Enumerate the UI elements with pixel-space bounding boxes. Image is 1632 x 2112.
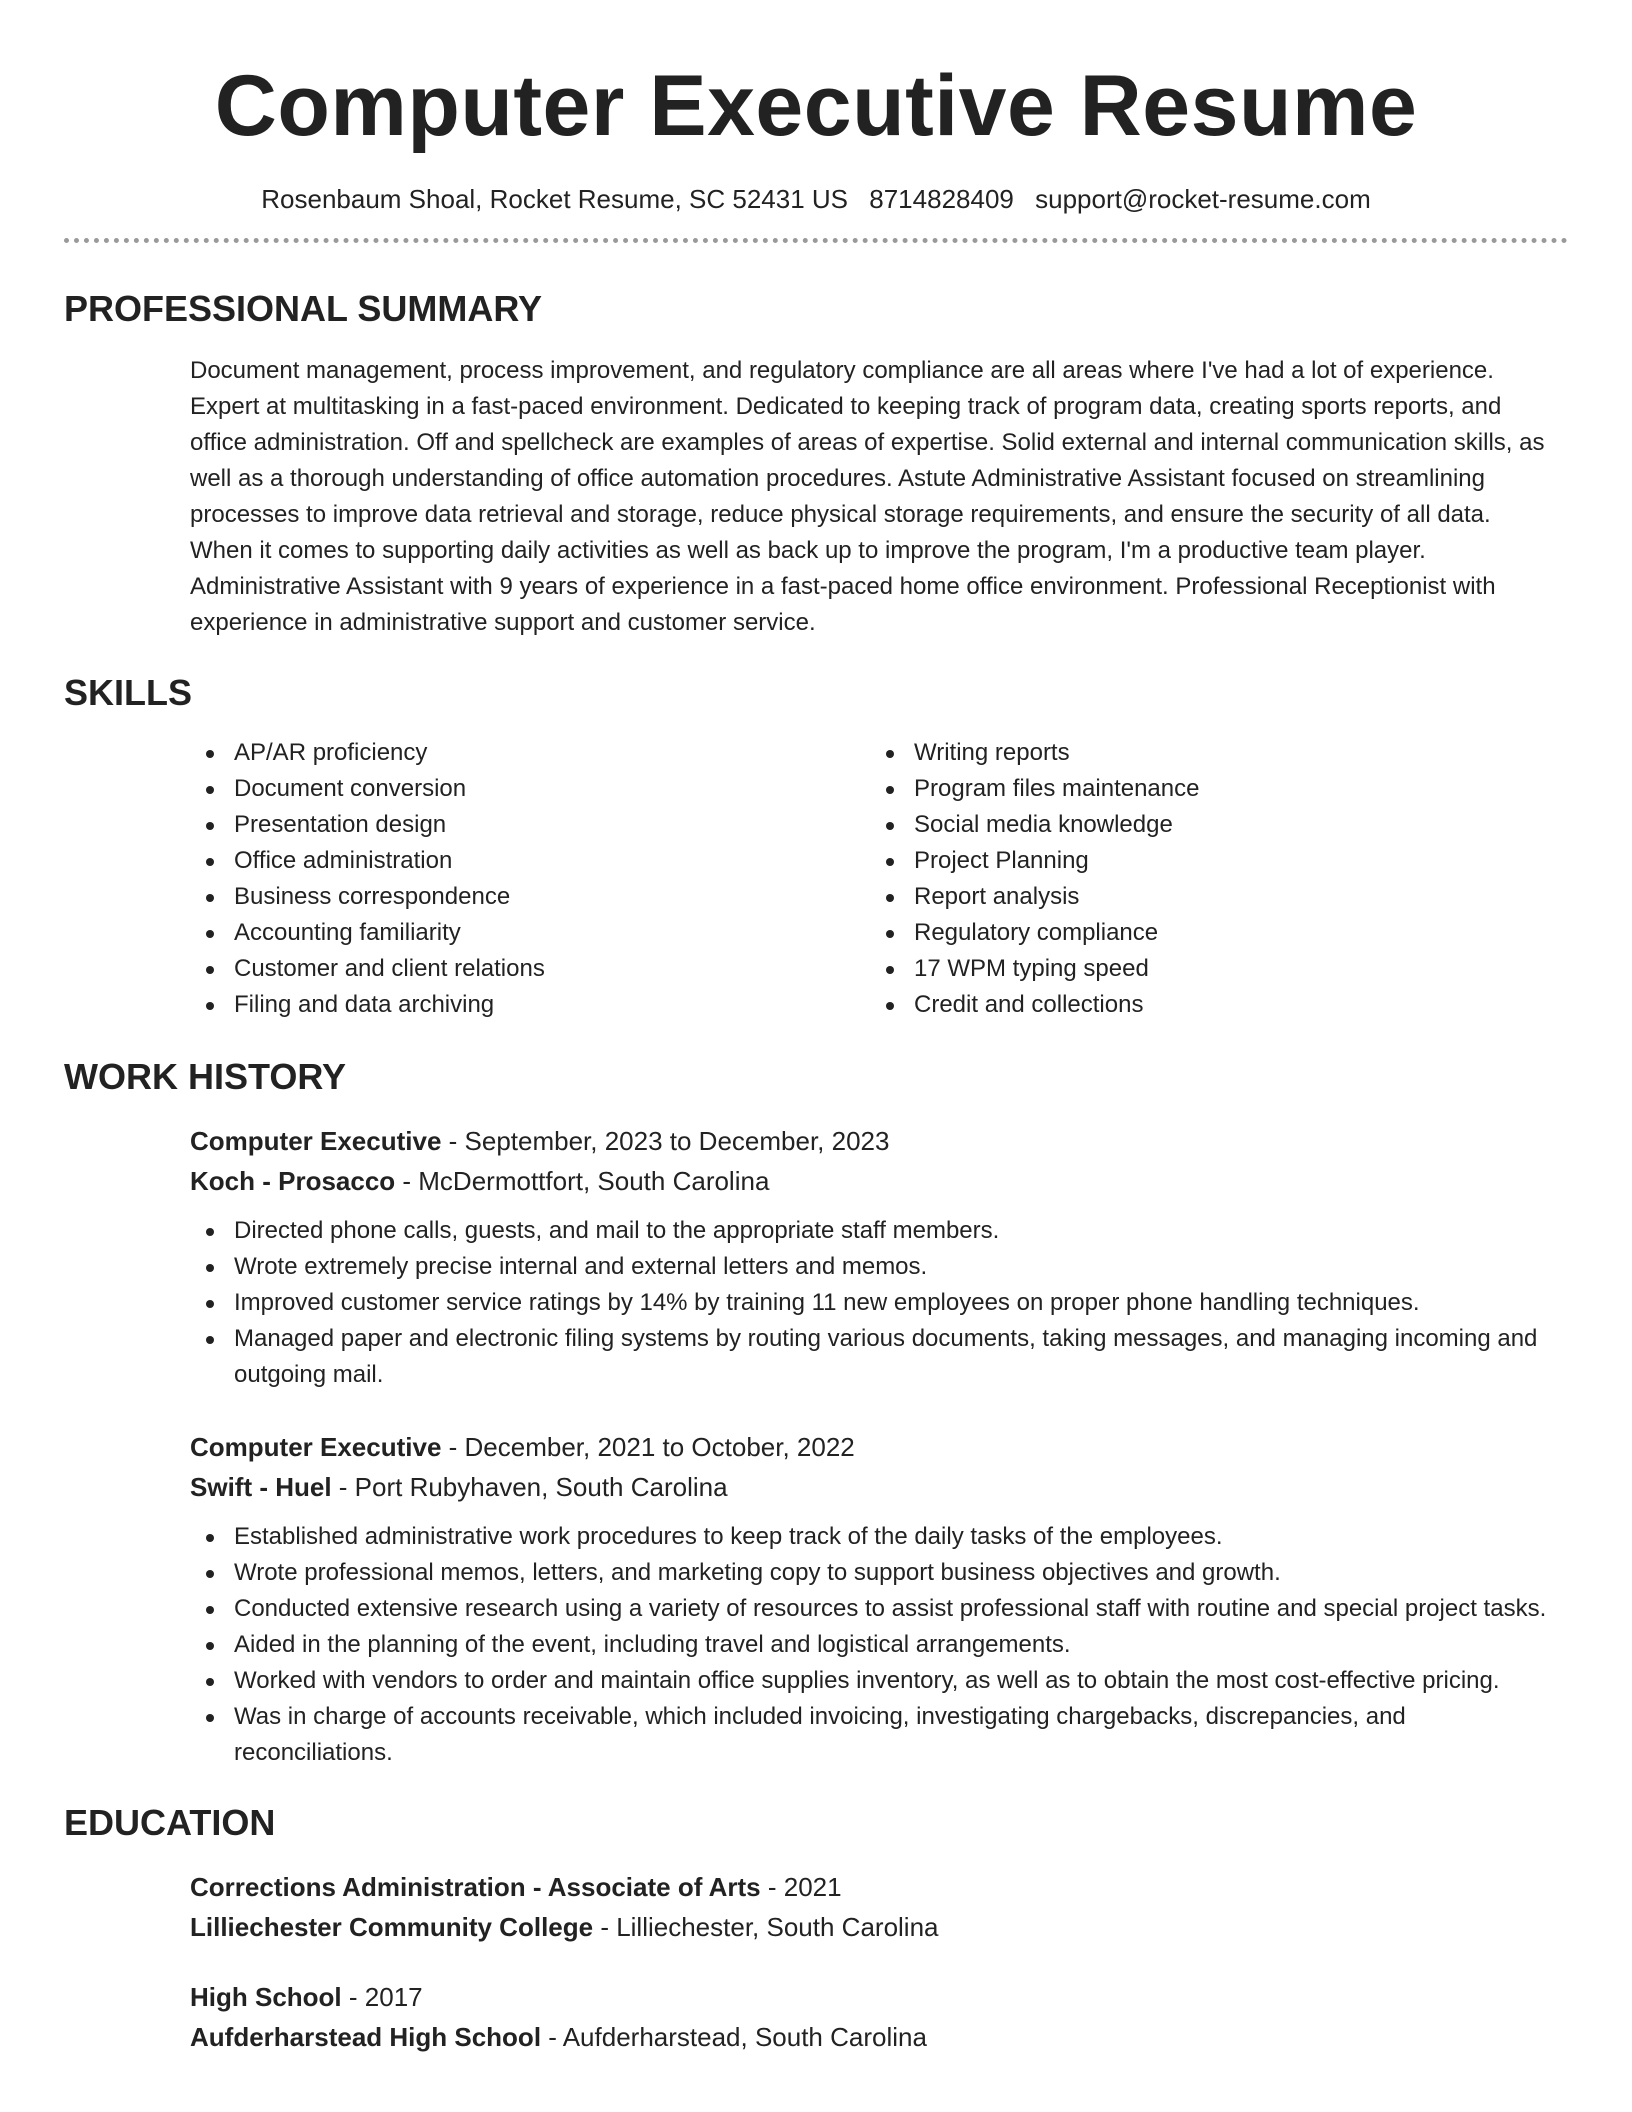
job-role-line	[190, 1121, 1568, 1161]
skill-item: Project Planning	[870, 843, 1550, 879]
skills-column-left	[190, 735, 870, 1023]
skill-item: Program files maintenance	[870, 771, 1550, 807]
job-bullet: Was in charge of accounts receivable, which included invoicing, investigating chargebacks, discrepancies, and reconciliations.	[190, 1699, 1568, 1771]
job-company-line	[190, 1161, 1568, 1201]
skill-item: Document conversion	[190, 771, 870, 807]
job-bullet: Wrote extremely precise internal and external letters and memos.	[190, 1249, 1568, 1285]
job-bullet: Aided in the planning of the event, including travel and logistical arrangements.	[190, 1627, 1568, 1663]
education-degree-line	[190, 1867, 1568, 1907]
job-entry	[190, 1121, 1568, 1393]
education-entry	[190, 1867, 1568, 1947]
job-bullet: Managed paper and electronic filing systems by routing various documents, taking messages, and managing incoming and outgoing mail.	[190, 1321, 1568, 1393]
skill-item: Customer and client relations	[190, 951, 870, 987]
job-company-line	[190, 1467, 1568, 1507]
skill-item: Filing and data archiving	[190, 987, 870, 1023]
skill-item: Business correspondence	[190, 879, 870, 915]
job-location: - Port Rubyhaven, South Carolina	[331, 1472, 728, 1502]
skill-item: Office administration	[190, 843, 870, 879]
job-role-line	[190, 1427, 1568, 1467]
job-bullet: Wrote professional memos, letters, and marketing copy to support business objectives and growth.	[190, 1555, 1568, 1591]
skill-item: Writing reports	[870, 735, 1550, 771]
education-school-line	[190, 1907, 1568, 1947]
contact-phone: 8714828409	[869, 184, 1014, 214]
job-bullet: Worked with vendors to order and maintain office supplies inventory, as well as to obtain the most cost-effective pricing.	[190, 1663, 1568, 1699]
job-dates: - September, 2023 to December, 2023	[441, 1126, 890, 1156]
summary-heading: PROFESSIONAL SUMMARY	[64, 288, 543, 329]
job-bullets	[190, 1213, 1568, 1393]
job-bullet: Conducted extensive research using a variety of resources to assist professional staff with routine and special project tasks.	[190, 1591, 1568, 1627]
skill-item: Accounting familiarity	[190, 915, 870, 951]
job-location: - McDermottfort, South Carolina	[395, 1166, 770, 1196]
skill-item: Regulatory compliance	[870, 915, 1550, 951]
skill-item: Report analysis	[870, 879, 1550, 915]
education-school: Lilliechester Community College	[190, 1912, 594, 1942]
skills-list	[190, 735, 1568, 1023]
job-entry	[190, 1427, 1568, 1771]
contact-email: support@rocket-resume.com	[1035, 184, 1371, 214]
skills-column-right	[870, 735, 1550, 1023]
education-heading: EDUCATION	[64, 1802, 276, 1843]
work-history-heading: WORK HISTORY	[64, 1056, 347, 1097]
education-location: - Lilliechester, South Carolina	[593, 1912, 939, 1942]
resume-title: Computer Executive Resume	[214, 58, 1418, 154]
skill-item: Presentation design	[190, 807, 870, 843]
job-dates: - December, 2021 to October, 2022	[441, 1432, 855, 1462]
header-divider	[64, 238, 1568, 243]
skill-item: Social media knowledge	[870, 807, 1550, 843]
job-role: Computer Executive	[190, 1432, 442, 1462]
contact-address: Rosenbaum Shoal, Rocket Resume, SC 52431 US	[261, 184, 849, 214]
job-bullet: Improved customer service ratings by 14% by training 11 new employees on proper phone handling techniques.	[190, 1285, 1568, 1321]
skills-heading: SKILLS	[64, 672, 193, 713]
skill-item: 17 WPM typing speed	[870, 951, 1550, 987]
education-school-line	[190, 2017, 1568, 2057]
job-bullet: Established administrative work procedures to keep track of the daily tasks of the employees.	[190, 1519, 1568, 1555]
education-year: - 2017	[341, 1982, 423, 2012]
job-company: Swift - Huel	[190, 1472, 332, 1502]
summary-text: Document management, process improvement, and regulatory compliance are all areas where I've had a lot of experience. Expert at multitasking in a fast-paced environment. Dedicated to keeping track of program data, creating sports reports, and office administration. Off and spellcheck are examples of areas of expertise. Solid external and internal communication skills, as well as a thorough understanding of office automation procedures. Astute Administrative Assistant focused on streamlining processes to improve data retrieval and storage, reduce physical storage requirements, and ensure the security of all data. When it comes to supporting daily activities as well as back up to improve the program, I'm a productive team player. Administrative Assistant with 9 years of experience in a fast-paced home office environment. Professional Receptionist with experience in administrative support and customer service.	[190, 357, 1545, 636]
contact-line	[64, 182, 1568, 216]
job-role: Computer Executive	[190, 1126, 442, 1156]
skill-item: Credit and collections	[870, 987, 1550, 1023]
education-school: Aufderharstead High School	[190, 2022, 542, 2052]
job-bullets	[190, 1519, 1568, 1771]
job-bullet: Directed phone calls, guests, and mail to the appropriate staff members.	[190, 1213, 1568, 1249]
education-degree: Corrections Administration - Associate of Arts	[190, 1872, 761, 1902]
education-degree-line	[190, 1977, 1568, 2017]
education-year: - 2021	[760, 1872, 842, 1902]
education-location: - Aufderharstead, South Carolina	[541, 2022, 927, 2052]
education-degree: High School	[190, 1982, 342, 2012]
education-entry	[190, 1977, 1568, 2057]
skill-item: AP/AR proficiency	[190, 735, 870, 771]
job-company: Koch - Prosacco	[190, 1166, 396, 1196]
